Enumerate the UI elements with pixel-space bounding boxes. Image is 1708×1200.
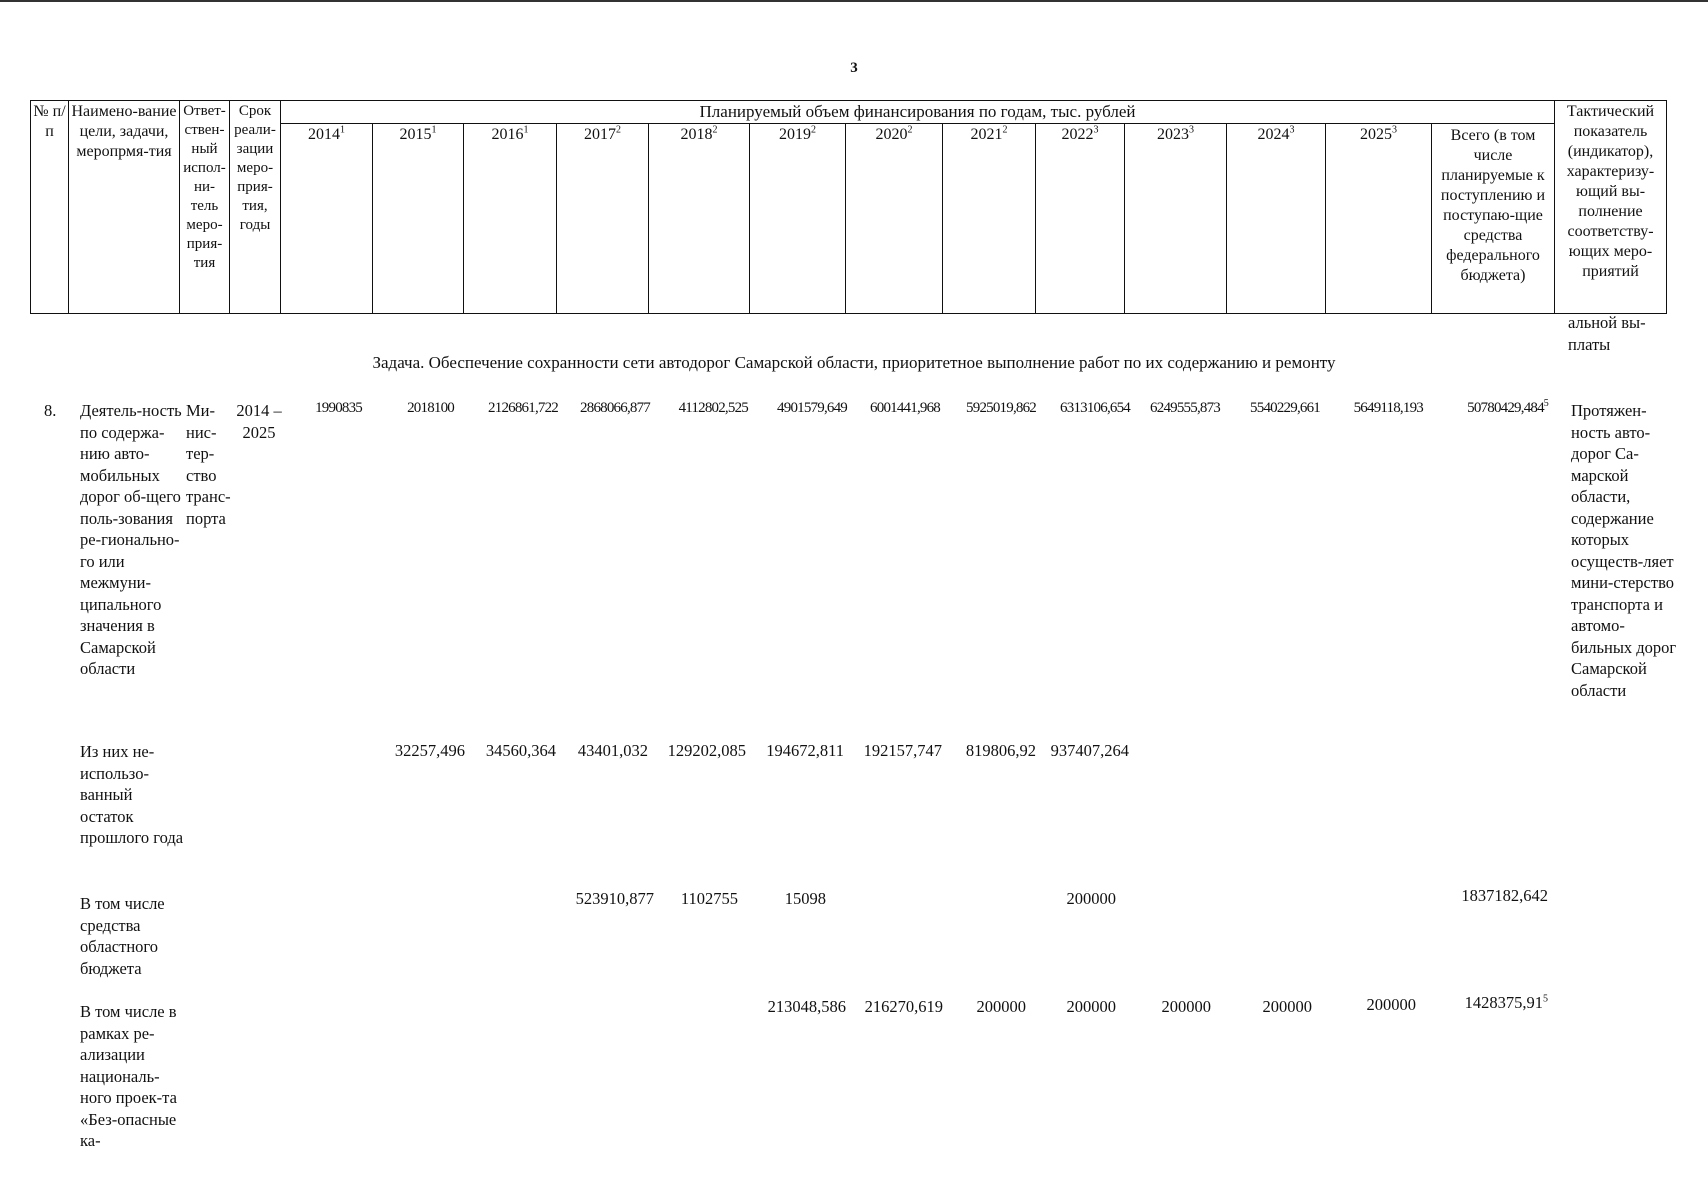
header-year: 2025$^3$ [1326, 124, 1432, 314]
row-unused-value-2016: 34560,364 [485, 741, 556, 760]
row8-term: 2014 – 2025 [236, 401, 282, 442]
header-finance: Планируемый объем финансирования по годам, тыс. рублей [281, 101, 1555, 124]
row-national-value-2022: 200000 [1066, 997, 1116, 1016]
header-responsible: Ответ-ствен-ный испол-ни-тель меро-прия-тия [180, 101, 230, 314]
row8-responsible: Ми-нис-тер-ство транс-порта [186, 401, 231, 528]
row8-value-2016: 2126861,722 [488, 400, 558, 416]
row-regional-value-2018: 1102755 [680, 889, 738, 908]
header-year: 2019$^2$ [750, 124, 846, 314]
row-national-value-2024: 200000 [1262, 997, 1312, 1016]
row8-value-2017: 2868066,877 [580, 400, 650, 416]
carryover-text: альной вы-платы [1568, 313, 1646, 354]
header-indicator: Тактический показатель (индикатор), характеризу-ющий вы-полнение соответству-ющих меро-приятий [1555, 101, 1667, 314]
row-regional-value-2017: 523910,877 [575, 889, 654, 908]
row-regional-total: 1837182,642 [1461, 886, 1548, 905]
row8-value-2024: 5540229,661 [1250, 400, 1320, 416]
header-num: № п/п [31, 101, 69, 314]
header-year: 2024$^3$ [1227, 124, 1326, 314]
row8-value-2020: 6001441,968 [870, 400, 940, 416]
header-year: 2021$^2$ [943, 124, 1036, 314]
page-number: 3 [850, 60, 858, 76]
row-regional-name: В том числе средства областного бюджета [80, 894, 165, 978]
row-unused-value-2020: 192157,747 [863, 741, 942, 760]
row-national-value-2023: 200000 [1161, 997, 1211, 1016]
row8-value-2019: 4901579,649 [777, 400, 847, 416]
row-regional-value-2019: 15098 [784, 889, 826, 908]
row8-indicator: Протяжен-ность авто-дорог Са-марской области, содержание которых осуществ-ляет мини-стерство транспорта и автомо-бильных дорог Самарской области [1571, 401, 1677, 700]
header-year: 2017$^2$ [557, 124, 649, 314]
header-term: Срок реали-зации меро-прия-тия, годы [230, 101, 281, 314]
header-year: 2014$^1$ [281, 124, 373, 314]
row-unused-value-2017: 43401,032 [577, 741, 648, 760]
row-national-value-2025: 200000 [1366, 995, 1416, 1014]
header-year: 2020$^2$ [846, 124, 943, 314]
table-header [30, 100, 1667, 314]
row-unused-value-2018: 129202,085 [667, 741, 746, 760]
row8-value-2021: 5925019,862 [966, 400, 1036, 416]
row-national-value-2020: 216270,619 [864, 997, 943, 1016]
row-unused-value-2019: 194672,811 [766, 741, 844, 760]
row8-total: 50780429,484$^5$ [1467, 398, 1548, 416]
header-total: Всего (в том числе планируемые к поступлению и поступаю-щие средства федерального бюджета) [1432, 124, 1555, 314]
row8-value-2025: 5649118,193 [1353, 400, 1423, 416]
row-national-value-2019: 213048,586 [767, 997, 846, 1016]
row-national-value-2021: 200000 [976, 997, 1026, 1016]
row-national-total: 1428375,91$^5$ [1464, 993, 1548, 1012]
row-unused-value-2015: 32257,496 [394, 741, 465, 760]
row8-name: Деятель-ность по содержа-нию авто-мобильных дорог об-щего поль-зования ре-гионально-го или межмуни-ципального значения в Самарской области [80, 401, 182, 678]
row-national-name: В том числе в рамках ре-ализации националь-ного проек-та «Без-опасные ка- [80, 1002, 177, 1150]
header-name: Наимено-вание цели, задачи, меропрмя-тия [69, 101, 180, 314]
header-year: 2022$^3$ [1036, 124, 1125, 314]
header-year: 2018$^2$ [649, 124, 750, 314]
row-unused-name: Из них не-использо-ванный остаток прошлого года [80, 742, 184, 847]
row-regional-value-2022: 200000 [1066, 889, 1116, 908]
task-title: Задача. Обеспечение сохранности сети автодорог Самарской области, приоритетное выполнение работ по их содержанию и ремонту [372, 353, 1336, 372]
row8-value-2018: 4112802,525 [678, 400, 748, 416]
header-year: 2015$^1$ [373, 124, 464, 314]
header-year: 2023$^3$ [1125, 124, 1227, 314]
header-year: 2016$^1$ [464, 124, 557, 314]
row-unused-value-2021: 819806,92 [965, 741, 1036, 760]
row8-value-2014: 1990835 [315, 400, 362, 416]
row8-value-2023: 6249555,873 [1150, 400, 1220, 416]
page-top-border [0, 0, 1708, 2]
row8-value-2015: 2018100 [407, 400, 454, 416]
row8-value-2022: 6313106,654 [1060, 400, 1130, 416]
row-number: 8. [44, 401, 57, 420]
row-unused-value-2022: 937407,264 [1050, 741, 1129, 760]
